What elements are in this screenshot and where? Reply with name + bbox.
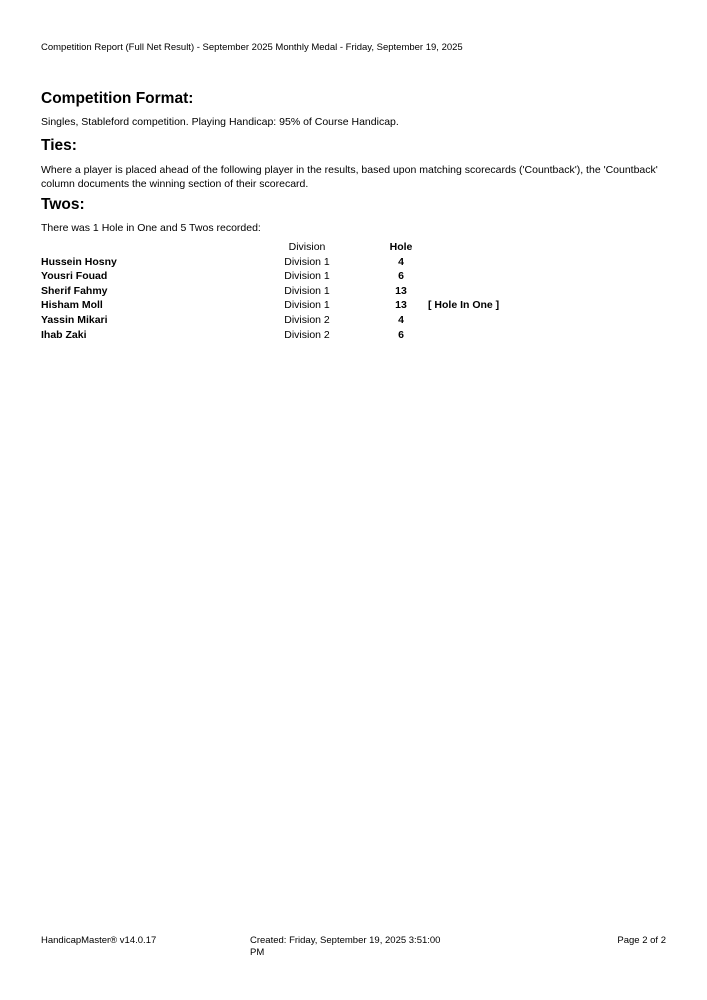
- player-name: Ihab Zaki: [41, 328, 87, 341]
- twos-table-header-row: [0, 241, 707, 256]
- player-division: Division 2: [284, 313, 330, 326]
- player-hole: 6: [398, 270, 404, 283]
- player-hole: 13: [395, 284, 407, 297]
- twos-intro: There was 1 Hole in One and 5 Twos recorded:: [41, 222, 261, 234]
- competition-format-body: Singles, Stableford competition. Playing Handicap: 95% of Course Handicap.: [41, 116, 399, 128]
- ties-body: Where a player is placed ahead of the following player in the results, based upon matching scorecards ('Countback'), the 'Countback' column documents the winning section of their scorecard.: [41, 164, 658, 190]
- created-timestamp: [250, 935, 460, 958]
- player-name: Yassin Mikari: [41, 313, 108, 326]
- table-row: [0, 314, 707, 329]
- twos-table: [0, 241, 707, 343]
- player-hole: 6: [398, 328, 404, 341]
- player-name: Hussein Hosny: [41, 255, 117, 268]
- table-row: [0, 270, 707, 285]
- report-header-title: Competition Report (Full Net Result) - September 2025 Monthly Medal - Friday, September 19, 2025: [41, 42, 463, 53]
- hole-column-header: Hole: [389, 241, 413, 253]
- player-note: [ Hole In One ]: [428, 299, 500, 312]
- player-division: Division 2: [284, 328, 330, 341]
- player-division: Division 1: [284, 284, 330, 297]
- table-row: [0, 285, 707, 300]
- created-timestamp-line1: Created: Friday, September 19, 2025 3:51:00: [250, 935, 441, 946]
- twos-heading: Twos:: [41, 196, 85, 213]
- player-hole: 13: [395, 299, 407, 312]
- page-number: Page 2 of 2: [617, 935, 666, 946]
- table-row: [0, 256, 707, 271]
- player-division: Division 1: [284, 270, 330, 283]
- player-name: Yousri Fouad: [41, 270, 108, 283]
- ties-heading: Ties:: [41, 137, 77, 154]
- app-version: HandicapMaster® v14.0.17: [41, 935, 157, 946]
- player-division: Division 1: [284, 255, 330, 268]
- player-division: Division 1: [284, 299, 330, 312]
- table-row: [0, 299, 707, 314]
- division-column-header: Division: [288, 241, 326, 253]
- player-hole: 4: [398, 255, 404, 268]
- created-timestamp-line2: PM: [250, 946, 265, 958]
- player-name: Hisham Moll: [41, 299, 103, 312]
- table-row: [0, 329, 707, 344]
- competition-format-heading: Competition Format:: [41, 90, 194, 107]
- player-hole: 4: [398, 313, 404, 326]
- player-name: Sherif Fahmy: [41, 284, 108, 297]
